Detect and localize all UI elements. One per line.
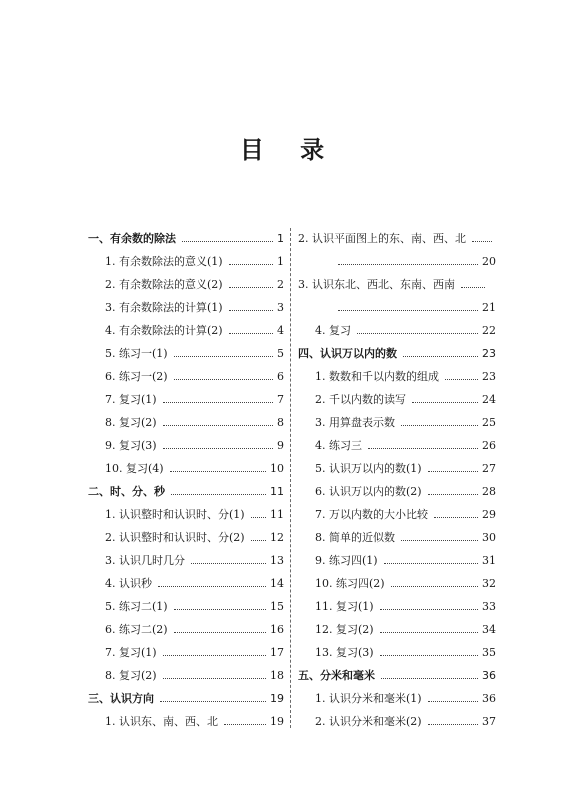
toc-page-number: 32 bbox=[482, 577, 496, 590]
toc-entry[interactable] bbox=[298, 383, 496, 406]
toc-entry[interactable] bbox=[298, 222, 496, 245]
dot-leader bbox=[445, 379, 478, 380]
toc-page-number: 17 bbox=[270, 646, 284, 659]
toc-page-number: 12 bbox=[270, 531, 284, 544]
toc-entry-label: 1. 数数和千以内数的组成 bbox=[315, 370, 439, 383]
toc-entry-label: 3. 认识东北、西北、东南、西南 bbox=[298, 278, 455, 291]
dot-leader bbox=[174, 379, 273, 380]
toc-page-number: 27 bbox=[482, 462, 496, 475]
toc-entry-label: 6. 练习二(2) bbox=[105, 623, 168, 636]
toc-entry[interactable] bbox=[298, 245, 496, 268]
toc-entry-label: 5. 练习二(1) bbox=[105, 600, 168, 613]
toc-page-number: 5 bbox=[277, 347, 284, 360]
toc-entry[interactable] bbox=[298, 406, 496, 429]
toc-page-number: 25 bbox=[482, 416, 496, 429]
toc-page-number: 20 bbox=[482, 255, 496, 268]
toc-entry-label: 1. 认识分米和毫米(1) bbox=[315, 692, 422, 705]
toc-entry-label: 6. 认识万以内的数(2) bbox=[315, 485, 422, 498]
toc-page-number: 9 bbox=[277, 439, 284, 452]
dot-leader bbox=[174, 632, 266, 633]
toc-page-number: 18 bbox=[270, 669, 284, 682]
toc-entry[interactable] bbox=[88, 544, 284, 567]
toc-page-number: 29 bbox=[482, 508, 496, 521]
toc-entry[interactable] bbox=[298, 475, 496, 498]
dot-leader bbox=[401, 425, 478, 426]
toc-entry[interactable] bbox=[88, 705, 284, 728]
toc-page-number: 31 bbox=[482, 554, 496, 567]
toc-entry[interactable] bbox=[298, 590, 496, 613]
toc-page-number: 1 bbox=[277, 255, 284, 268]
dot-leader bbox=[428, 471, 478, 472]
dot-leader bbox=[391, 586, 478, 587]
toc-page-number: 36 bbox=[482, 692, 496, 705]
toc-entry-label: 五、分米和毫米 bbox=[298, 669, 375, 682]
toc-page-number: 8 bbox=[277, 416, 284, 429]
toc-entry-label: 三、认识方向 bbox=[88, 692, 154, 705]
toc-entry-label: 2. 认识平面图上的东、南、西、北 bbox=[298, 232, 466, 245]
toc-entry[interactable] bbox=[298, 705, 496, 728]
dot-leader bbox=[434, 517, 478, 518]
toc-section[interactable] bbox=[88, 475, 284, 498]
toc-page-number: 35 bbox=[482, 646, 496, 659]
dot-leader bbox=[229, 310, 273, 311]
toc-page-number: 21 bbox=[482, 301, 496, 314]
dot-leader bbox=[174, 356, 273, 357]
dot-leader bbox=[163, 425, 273, 426]
toc-page-number: 2 bbox=[277, 278, 284, 291]
toc-entry-label: 10. 练习四(2) bbox=[315, 577, 385, 590]
dot-leader bbox=[163, 655, 266, 656]
dot-leader bbox=[191, 563, 266, 564]
dot-leader bbox=[380, 609, 478, 610]
toc-section[interactable] bbox=[298, 659, 496, 682]
toc-entry-label: 8. 复习(2) bbox=[105, 416, 157, 429]
toc-entry[interactable] bbox=[88, 659, 284, 682]
toc-page-number: 30 bbox=[482, 531, 496, 544]
toc-entry[interactable] bbox=[298, 521, 496, 544]
toc-entry[interactable] bbox=[298, 429, 496, 452]
toc-entry-label: 13. 复习(3) bbox=[315, 646, 374, 659]
toc-entry-label: 二、时、分、秒 bbox=[88, 485, 165, 498]
toc-entry[interactable] bbox=[298, 567, 496, 590]
toc-entry-label: 7. 万以内数的大小比较 bbox=[315, 508, 428, 521]
toc-section[interactable] bbox=[88, 222, 284, 245]
toc-page-number: 11 bbox=[270, 485, 284, 498]
toc-section[interactable] bbox=[298, 337, 496, 360]
toc-entry[interactable] bbox=[88, 636, 284, 659]
dot-leader bbox=[224, 724, 266, 725]
dot-leader bbox=[171, 494, 266, 495]
toc-page-number: 14 bbox=[270, 577, 284, 590]
toc-page-number: 10 bbox=[270, 462, 284, 475]
toc-entry[interactable] bbox=[298, 682, 496, 705]
dot-leader bbox=[229, 264, 273, 265]
dot-leader bbox=[461, 287, 485, 288]
toc-entry-label: 5. 认识万以内的数(1) bbox=[315, 462, 422, 475]
toc-entry[interactable] bbox=[88, 452, 284, 475]
dot-leader bbox=[472, 241, 492, 242]
toc-entry-label: 1. 认识整时和认识时、分(1) bbox=[105, 508, 245, 521]
toc-entry-label: 8. 复习(2) bbox=[105, 669, 157, 682]
toc-page-number: 1 bbox=[277, 232, 284, 245]
toc-entry[interactable] bbox=[88, 590, 284, 613]
toc-entry[interactable] bbox=[298, 360, 496, 383]
page-title: 目 录 bbox=[239, 136, 339, 164]
toc-entry[interactable] bbox=[88, 291, 284, 314]
toc-page-number: 6 bbox=[277, 370, 284, 383]
toc-entry[interactable] bbox=[88, 406, 284, 429]
toc-entry-label: 4. 练习三 bbox=[315, 439, 362, 452]
dot-leader bbox=[428, 701, 478, 702]
dot-leader bbox=[163, 402, 273, 403]
toc-entry[interactable] bbox=[88, 337, 284, 360]
toc-entry-label: 2. 千以内数的读写 bbox=[315, 393, 406, 406]
toc-page-number: 7 bbox=[277, 393, 284, 406]
toc-page-number: 13 bbox=[270, 554, 284, 567]
toc-page-number: 22 bbox=[482, 324, 496, 337]
toc-entry[interactable] bbox=[298, 636, 496, 659]
toc-entry[interactable] bbox=[298, 498, 496, 521]
toc-entry-label: 1. 认识东、南、西、北 bbox=[105, 715, 218, 728]
toc-entry-label: 8. 简单的近似数 bbox=[315, 531, 395, 544]
toc-entry-label: 4. 复习 bbox=[315, 324, 351, 337]
toc-entry-label: 6. 练习一(2) bbox=[105, 370, 168, 383]
toc-page-number: 34 bbox=[482, 623, 496, 636]
dot-leader bbox=[174, 609, 266, 610]
dot-leader bbox=[251, 540, 266, 541]
dot-leader bbox=[229, 287, 273, 288]
dot-leader bbox=[182, 241, 273, 242]
toc-entry-label: 12. 复习(2) bbox=[315, 623, 374, 636]
toc-right-column bbox=[298, 222, 496, 728]
dot-leader bbox=[163, 678, 266, 679]
toc-page-number: 4 bbox=[277, 324, 284, 337]
toc-entry-label: 2. 有余数除法的意义(2) bbox=[105, 278, 223, 291]
toc-entry-label: 3. 用算盘表示数 bbox=[315, 416, 395, 429]
dot-leader bbox=[381, 678, 478, 679]
toc-page-number: 24 bbox=[482, 393, 496, 406]
toc-page-number: 15 bbox=[270, 600, 284, 613]
toc-entry[interactable] bbox=[298, 452, 496, 475]
toc-entry-label: 3. 有余数除法的计算(1) bbox=[105, 301, 223, 314]
dot-leader bbox=[160, 701, 266, 702]
toc-entry[interactable] bbox=[88, 268, 284, 291]
dot-leader bbox=[428, 724, 478, 725]
dot-leader bbox=[251, 517, 266, 518]
dot-leader bbox=[229, 333, 273, 334]
toc-entry-label: 2. 认识整时和认识时、分(2) bbox=[105, 531, 245, 544]
dot-leader bbox=[428, 494, 478, 495]
toc-entry[interactable] bbox=[298, 314, 496, 337]
toc-entry-label: 3. 认识几时几分 bbox=[105, 554, 185, 567]
toc-entry-label: 2. 认识分米和毫米(2) bbox=[315, 715, 422, 728]
toc-entry[interactable] bbox=[88, 521, 284, 544]
toc-entry[interactable] bbox=[298, 268, 496, 291]
toc-entry[interactable] bbox=[298, 291, 496, 314]
toc-entry-label: 4. 有余数除法的计算(2) bbox=[105, 324, 223, 337]
dot-leader bbox=[401, 540, 478, 541]
dot-leader bbox=[412, 402, 478, 403]
toc-page-number: 19 bbox=[270, 692, 284, 705]
dot-leader bbox=[357, 333, 478, 334]
toc-entry[interactable] bbox=[88, 567, 284, 590]
toc-entry[interactable] bbox=[298, 544, 496, 567]
toc-entry-label: 一、有余数的除法 bbox=[88, 232, 176, 245]
toc-entry-label: 7. 复习(1) bbox=[105, 646, 157, 659]
toc-entry-label: 10. 复习(4) bbox=[105, 462, 164, 475]
toc-page-number: 37 bbox=[482, 715, 496, 728]
dot-leader bbox=[380, 655, 478, 656]
toc-page-number: 23 bbox=[482, 370, 496, 383]
column-divider bbox=[290, 228, 291, 728]
toc-entry-label: 4. 认识秒 bbox=[105, 577, 152, 590]
toc-entry-label: 1. 有余数除法的意义(1) bbox=[105, 255, 223, 268]
toc-entry-label: 7. 复习(1) bbox=[105, 393, 157, 406]
toc-page-number: 28 bbox=[482, 485, 496, 498]
toc-page-number: 23 bbox=[482, 347, 496, 360]
toc-entry-label: 9. 练习四(1) bbox=[315, 554, 378, 567]
toc-page-number: 33 bbox=[482, 600, 496, 613]
dot-leader bbox=[170, 471, 266, 472]
toc-page-number: 16 bbox=[270, 623, 284, 636]
toc-left-column bbox=[88, 222, 284, 728]
toc-entry[interactable] bbox=[88, 429, 284, 452]
toc-section[interactable] bbox=[88, 682, 284, 705]
toc-entry-label: 5. 练习一(1) bbox=[105, 347, 168, 360]
toc-entry[interactable] bbox=[88, 245, 284, 268]
dot-leader bbox=[163, 448, 273, 449]
toc-page-number: 36 bbox=[482, 669, 496, 682]
dot-leader bbox=[380, 632, 478, 633]
dot-leader bbox=[368, 448, 478, 449]
toc-entry[interactable] bbox=[88, 613, 284, 636]
toc-entry[interactable] bbox=[88, 314, 284, 337]
toc-page-number: 3 bbox=[277, 301, 284, 314]
toc-entry[interactable] bbox=[298, 613, 496, 636]
toc-page-number: 19 bbox=[270, 715, 284, 728]
toc-entry-label: 四、认识万以内的数 bbox=[298, 347, 397, 360]
toc-page-number: 26 bbox=[482, 439, 496, 452]
toc-entry[interactable] bbox=[88, 383, 284, 406]
dot-leader bbox=[403, 356, 478, 357]
toc-entry[interactable] bbox=[88, 360, 284, 383]
toc-entry-label: 9. 复习(3) bbox=[105, 439, 157, 452]
toc-page-number: 11 bbox=[270, 508, 284, 521]
dot-leader bbox=[158, 586, 266, 587]
toc-entry[interactable] bbox=[88, 498, 284, 521]
toc-entry-label: 11. 复习(1) bbox=[315, 600, 374, 613]
dot-leader bbox=[338, 264, 478, 265]
dot-leader bbox=[338, 310, 478, 311]
dot-leader bbox=[384, 563, 478, 564]
